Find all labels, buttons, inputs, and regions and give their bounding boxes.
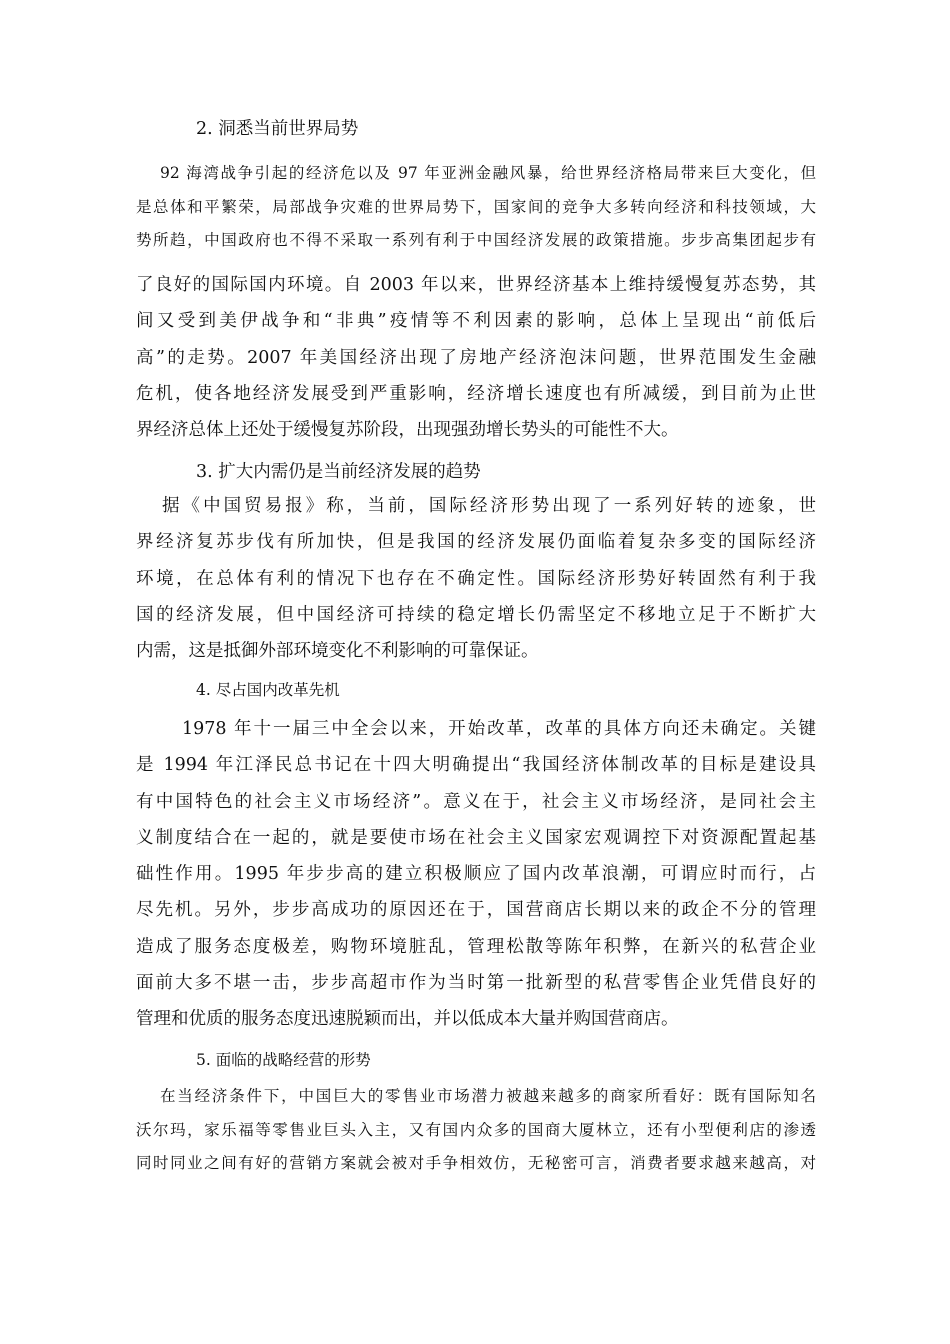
paragraph-line: 义制度结合在一起的，就是要使市场在社会主义国家宏观调控下对资源配置起基	[136, 827, 816, 848]
paragraph	[136, 1114, 816, 1181]
paragraph	[136, 267, 816, 448]
paragraph-line: 是 1994 年江泽民总书记在十四大明确提出“我国经济体制改革的目标是建设具	[136, 755, 816, 776]
paragraph-line: 危机，使各地经济发展受到严重影响，经济增长速度也有所减缓，到目前为止世	[136, 383, 816, 404]
section-heading: 3. 扩大内需仍是当前经济发展的趋势	[196, 462, 481, 482]
paragraph-line: 内需，这是抵御外部环境变化不利影响的可靠保证。	[136, 641, 539, 662]
paragraph-line: 管理和优质的服务态度迅速脱颖而出，并以低成本大量并购国营商店。	[136, 1009, 679, 1030]
section-heading: 4. 尽占国内改革先机	[196, 681, 340, 699]
paragraph-line: 1978 年十一届三中全会以来，开始改革，改革的具体方向还未确定。关键	[182, 719, 816, 739]
paragraph-line: 尽先机。另外，步步高成功的原因还在于，国营商店长期以来的政企不分的管理	[136, 900, 816, 921]
paragraph	[136, 488, 816, 669]
paragraph-line: 在当经济条件下，中国巨大的零售业市场潜力被越来越多的商家所看好：既有国际知名	[160, 1087, 816, 1105]
section-heading: 2. 洞悉当前世界局势	[196, 119, 359, 139]
paragraph-line: 间又受到美伊战争和“非典”疫情等不利因素的影响，总体上呈现出“前低后	[136, 311, 816, 332]
paragraph-line: 有中国特色的社会主义市场经济”。意义在于，社会主义市场经济，是同社会主	[136, 791, 816, 812]
paragraph-line: 沃尔玛，家乐福等零售业巨头入主，又有国内众多的国商大厦林立，还有小型便利店的渗透	[136, 1120, 816, 1139]
paragraph-line: 造成了服务态度极差，购物环境脏乱，管理松散等陈年积弊，在新兴的私营企业	[136, 936, 816, 957]
paragraph-line: 是总体和平繁荣，局部战争灾难的世界局势下，国家间的竞争大多转向经济和科技领域，大	[136, 197, 816, 216]
paragraph-line: 了良好的国际国内环境。自 2003 年以来，世界经济基本上维持缓慢复苏态势，其	[136, 275, 816, 295]
paragraph-line: 势所趋，中国政府也不得不采取一系列有利于中国经济发展的政策措施。步步高集团起步有	[136, 231, 816, 249]
paragraph-line: 面前大多不堪一击，步步高超市作为当时第一批新型的私营零售企业凭借良好的	[136, 973, 816, 994]
paragraph	[160, 157, 816, 191]
paragraph-line: 92 海湾战争引起的经济危以及 97 年亚洲金融风暴，给世界经济格局带来巨大变化，但	[160, 164, 816, 182]
paragraph-line: 国的经济发展，但中国经济可持续的稳定增长仍需坚定不移地立足于不断扩大	[136, 604, 816, 625]
paragraph-line: 同时同业之间有好的营销方案就会被对手争相效仿，无秘密可言，消费者要求越来越高，对	[136, 1154, 816, 1172]
section-heading: 5. 面临的战略经营的形势	[196, 1051, 371, 1069]
paragraph-line: 界经济复苏步伐有所加快，但是我国的经济发展仍面临着复杂多变的国际经济	[136, 532, 816, 553]
paragraph-line: 环境，在总体有利的情况下也存在不确定性。国际经济形势好转固然有利于我	[136, 568, 816, 589]
paragraph	[136, 191, 816, 258]
paragraph-line: 高”的走势。2007 年美国经济出现了房地产经济泡沫问题，世界范围发生金融	[136, 347, 816, 368]
paragraph-line: 据《中国贸易报》称，当前，国际经济形势出现了一系列好转的迹象，世	[162, 496, 816, 516]
paragraph-line: 界经济总体上还处于缓慢复苏阶段，出现强劲增长势头的可能性不大。	[136, 420, 679, 441]
paragraph-line: 础性作用。1995 年步步高的建立积极顺应了国内改革浪潮，可谓应时而行，占	[136, 864, 816, 885]
paragraph	[136, 711, 816, 1038]
paragraph	[160, 1080, 816, 1114]
